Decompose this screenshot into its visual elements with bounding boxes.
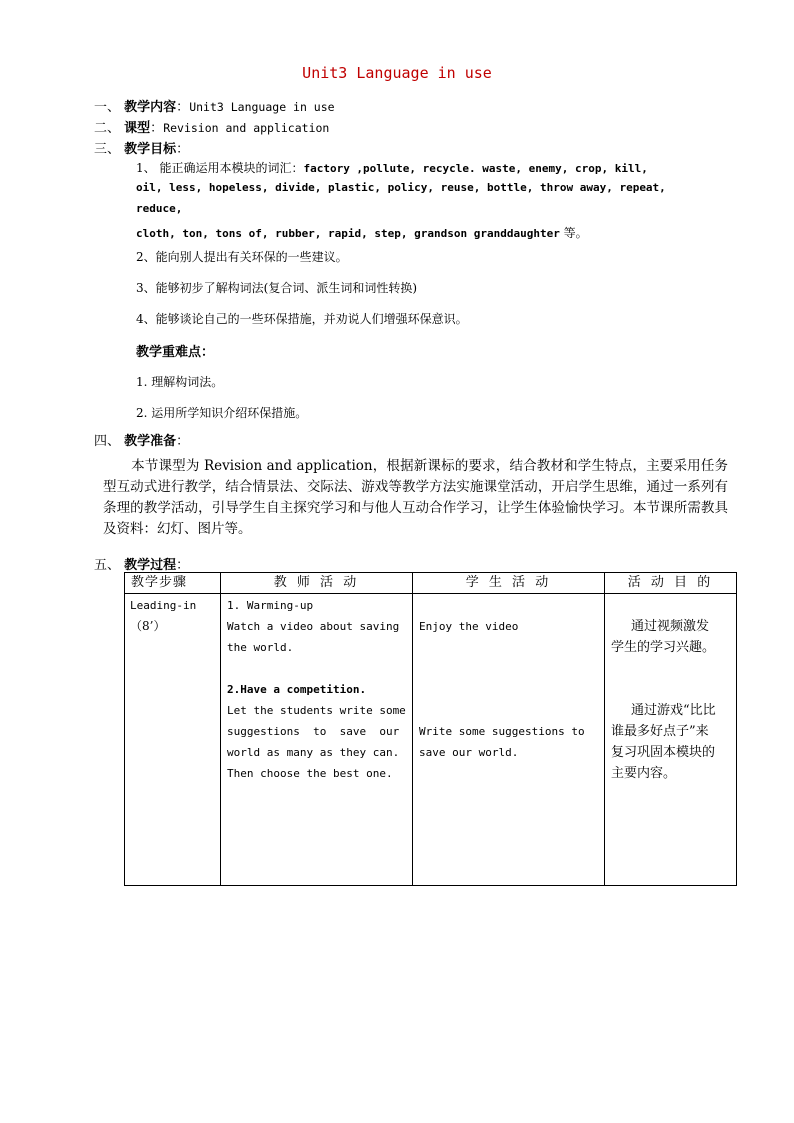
teacher-activity-cell [221, 594, 413, 886]
vocabulary-line: cloth, ton, tons of, rubber, rapid, step, grandson granddaughter [136, 227, 560, 240]
student-activity-cell [413, 594, 605, 886]
vocabulary-line: oil, less, hopeless, divide, plastic, policy, reuse, bottle, throw away, repeat, [136, 181, 666, 194]
preparation-text: 本节课型为 Revision and application，根据新课标的要求，结合教材和学生特点，主要采用任务型互动式进行教学，结合情景法、交际法、游戏等教学方法实施课堂活动，开启学生思维，通过一系列有条理的教学活动，引导学生自主探究学习和与他人互动合作学习，让学生体验愉快学习。本节课所需教具及资料：幻灯、图片等。 [103, 458, 728, 537]
table-header-cell [605, 573, 737, 594]
table-row [125, 594, 737, 886]
section-content [94, 96, 335, 115]
purpose-text: 主要内容。 [611, 766, 677, 781]
section-number: 三、 [94, 142, 121, 157]
vocabulary-line: reduce, [136, 202, 183, 215]
objective-3: 3、能够初步了解构词法(复合词、派生词和词性转换) [136, 281, 418, 295]
activity-text: Watch a video about saving [227, 620, 400, 633]
vocabulary-line-last [136, 222, 588, 241]
colon: ： [176, 558, 190, 573]
section-label: 教学内容 [124, 100, 177, 115]
colon: ： [176, 100, 190, 115]
section-label: 教学目标 [124, 142, 177, 157]
activity-text: suggestions to save our [227, 725, 400, 738]
objective-1 [136, 159, 648, 176]
purpose-text: 复习巩固本模块的 [611, 745, 716, 760]
section-label: 教学准备 [124, 434, 177, 449]
header-text: 教学步骤 [131, 575, 188, 590]
activity-text: world as many as they can. [227, 746, 400, 759]
key-point-2: 2. 运用所学知识介绍环保措施。 [136, 406, 308, 420]
key-point-1: 1. 理解构词法。 [136, 375, 224, 389]
section-type [94, 117, 329, 136]
student-activity-text: Enjoy the video [419, 620, 519, 633]
purpose-text: 学生的学习兴趣。 [611, 640, 716, 655]
purpose-text: 谁最多好点子”来 [611, 724, 709, 739]
colon: ： [176, 434, 190, 449]
colon: ： [150, 121, 164, 136]
table-header-cell [221, 573, 413, 594]
section-number: 四、 [94, 434, 121, 449]
section-value: Revision and application [163, 121, 330, 135]
section-preparation [94, 430, 189, 449]
section-process [94, 554, 189, 573]
objective-1-suffix: 等。 [559, 226, 588, 240]
colon: ： [176, 142, 190, 157]
objective-2: 2、能向别人提出有关环保的一些建议。 [136, 250, 348, 264]
page-title: Unit3 Language in use [302, 64, 492, 82]
student-activity-text: Write some suggestions to [419, 725, 585, 738]
step-name: Leading-in [130, 599, 197, 612]
vocabulary-line: factory ,pollute, recycle. waste, enemy, crop, kill, [303, 162, 648, 175]
activity-text: Let the students write some [227, 704, 406, 717]
table-header-cell [413, 573, 605, 594]
step-cell [125, 594, 221, 886]
activity-title: 2.Have a competition. [227, 683, 367, 696]
section-number: 二、 [94, 121, 121, 136]
step-time: （8’） [130, 619, 166, 633]
activity-title: 1. Warming-up [227, 599, 314, 612]
purpose-text: 通过游戏“比比 [631, 703, 716, 718]
header-text: 教 师 活 动 [273, 575, 360, 590]
table-header-cell [125, 573, 221, 594]
section-objectives [94, 138, 189, 157]
key-points-heading: 教学重难点： [136, 345, 215, 360]
student-activity-text: save our world. [419, 746, 519, 759]
table-header-row [125, 573, 737, 594]
header-text: 学 生 活 动 [465, 575, 552, 590]
process-table [124, 572, 737, 886]
section-number: 五、 [94, 558, 121, 573]
section-value: Unit3 Language in use [189, 100, 335, 114]
objective-4: 4、能够谈论自己的一些环保措施，并劝说人们增强环保意识。 [136, 312, 468, 326]
purpose-text: 通过视频激发 [631, 619, 710, 634]
section-label: 课型 [124, 121, 151, 136]
activity-text: Then choose the best one. [227, 767, 393, 780]
preparation-paragraph [103, 456, 728, 540]
header-text: 活 动 目 的 [627, 575, 714, 590]
activity-text: the world. [227, 641, 294, 654]
section-number: 一、 [94, 100, 121, 115]
purpose-cell [605, 594, 737, 886]
objective-1-prefix: 1、 能正确运用本模块的词汇： [136, 161, 304, 175]
section-label: 教学过程 [124, 558, 177, 573]
